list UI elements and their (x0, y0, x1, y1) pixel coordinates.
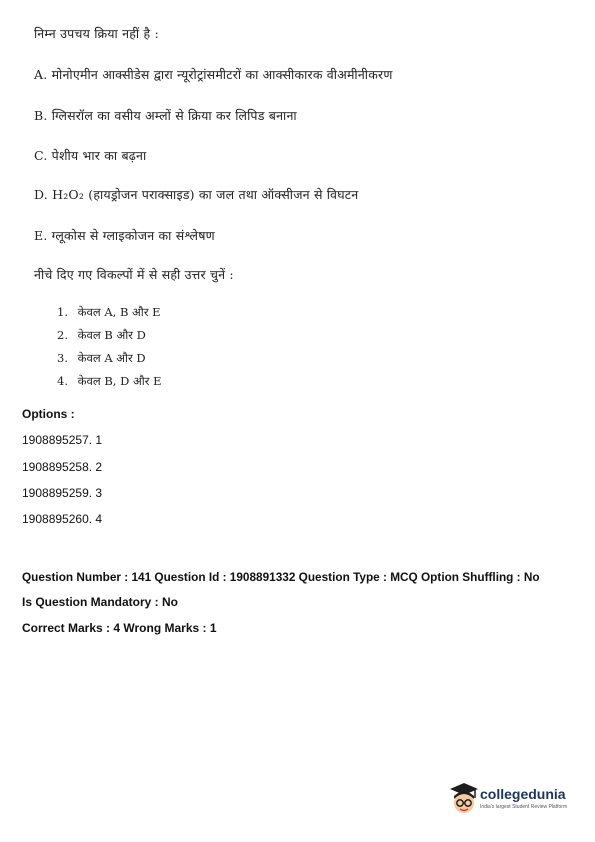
choice-number: 1. (57, 305, 68, 319)
statement-a: A. मोनोएमीन आक्सीडेस द्वारा न्यूरोट्रांसमीटरों का आक्सीकारक वीअमीनीकरण (34, 67, 393, 82)
option-id-1: 1908895257. 1 (22, 433, 103, 447)
choice-text: केवल B, D और E (77, 374, 162, 388)
statement-e: E. ग्लूकोस से ग्लाइकोजन का संश्लेषण (34, 228, 215, 243)
option-id-3: 1908895259. 3 (22, 486, 103, 500)
mandatory-line: Is Question Mandatory : No (22, 595, 179, 609)
question-intro: निम्न उपचय क्रिया नहीं है : (34, 26, 159, 41)
collegedunia-logo (448, 781, 578, 821)
marks-line: Correct Marks : 4 Wrong Marks : 1 (22, 621, 217, 635)
question-prompt: नीचे दिए गए विकल्पों में से सही उत्तर चुनें : (34, 267, 234, 282)
choice-3 (57, 351, 146, 366)
choice-1 (57, 305, 161, 320)
graduate-face-icon (448, 781, 480, 817)
statement-d: D. H₂O₂ (हायड्रोजन पराक्साइड) का जल तथा ऑक्सीजन से विघटन (34, 187, 359, 202)
choice-number: 3. (57, 351, 68, 365)
choice-number: 4. (57, 374, 68, 388)
statement-b: B. ग्लिसरॉल का वसीय अम्लों से क्रिया कर लिपिड बनाना (34, 108, 297, 123)
choice-text: केवल A और D (77, 351, 146, 365)
option-id-2: 1908895258. 2 (22, 460, 103, 474)
statement-c: C. पेशीय भार का बढ़ना (34, 148, 147, 163)
options-label: Options : (22, 407, 75, 421)
logo-wordmark: collegedunia (480, 786, 566, 802)
choice-4 (57, 374, 162, 389)
choice-text: केवल A, B और E (77, 305, 161, 319)
choice-number: 2. (57, 328, 68, 342)
choice-text: केवल B और D (77, 328, 146, 342)
question-meta-line: Question Number : 141 Question Id : 1908891332 Question Type : MCQ Option Shuffling : No (22, 570, 540, 584)
option-id-4: 1908895260. 4 (22, 512, 103, 526)
logo-tagline: India's largest Student Review Platform (480, 804, 568, 810)
choice-2 (57, 328, 146, 343)
